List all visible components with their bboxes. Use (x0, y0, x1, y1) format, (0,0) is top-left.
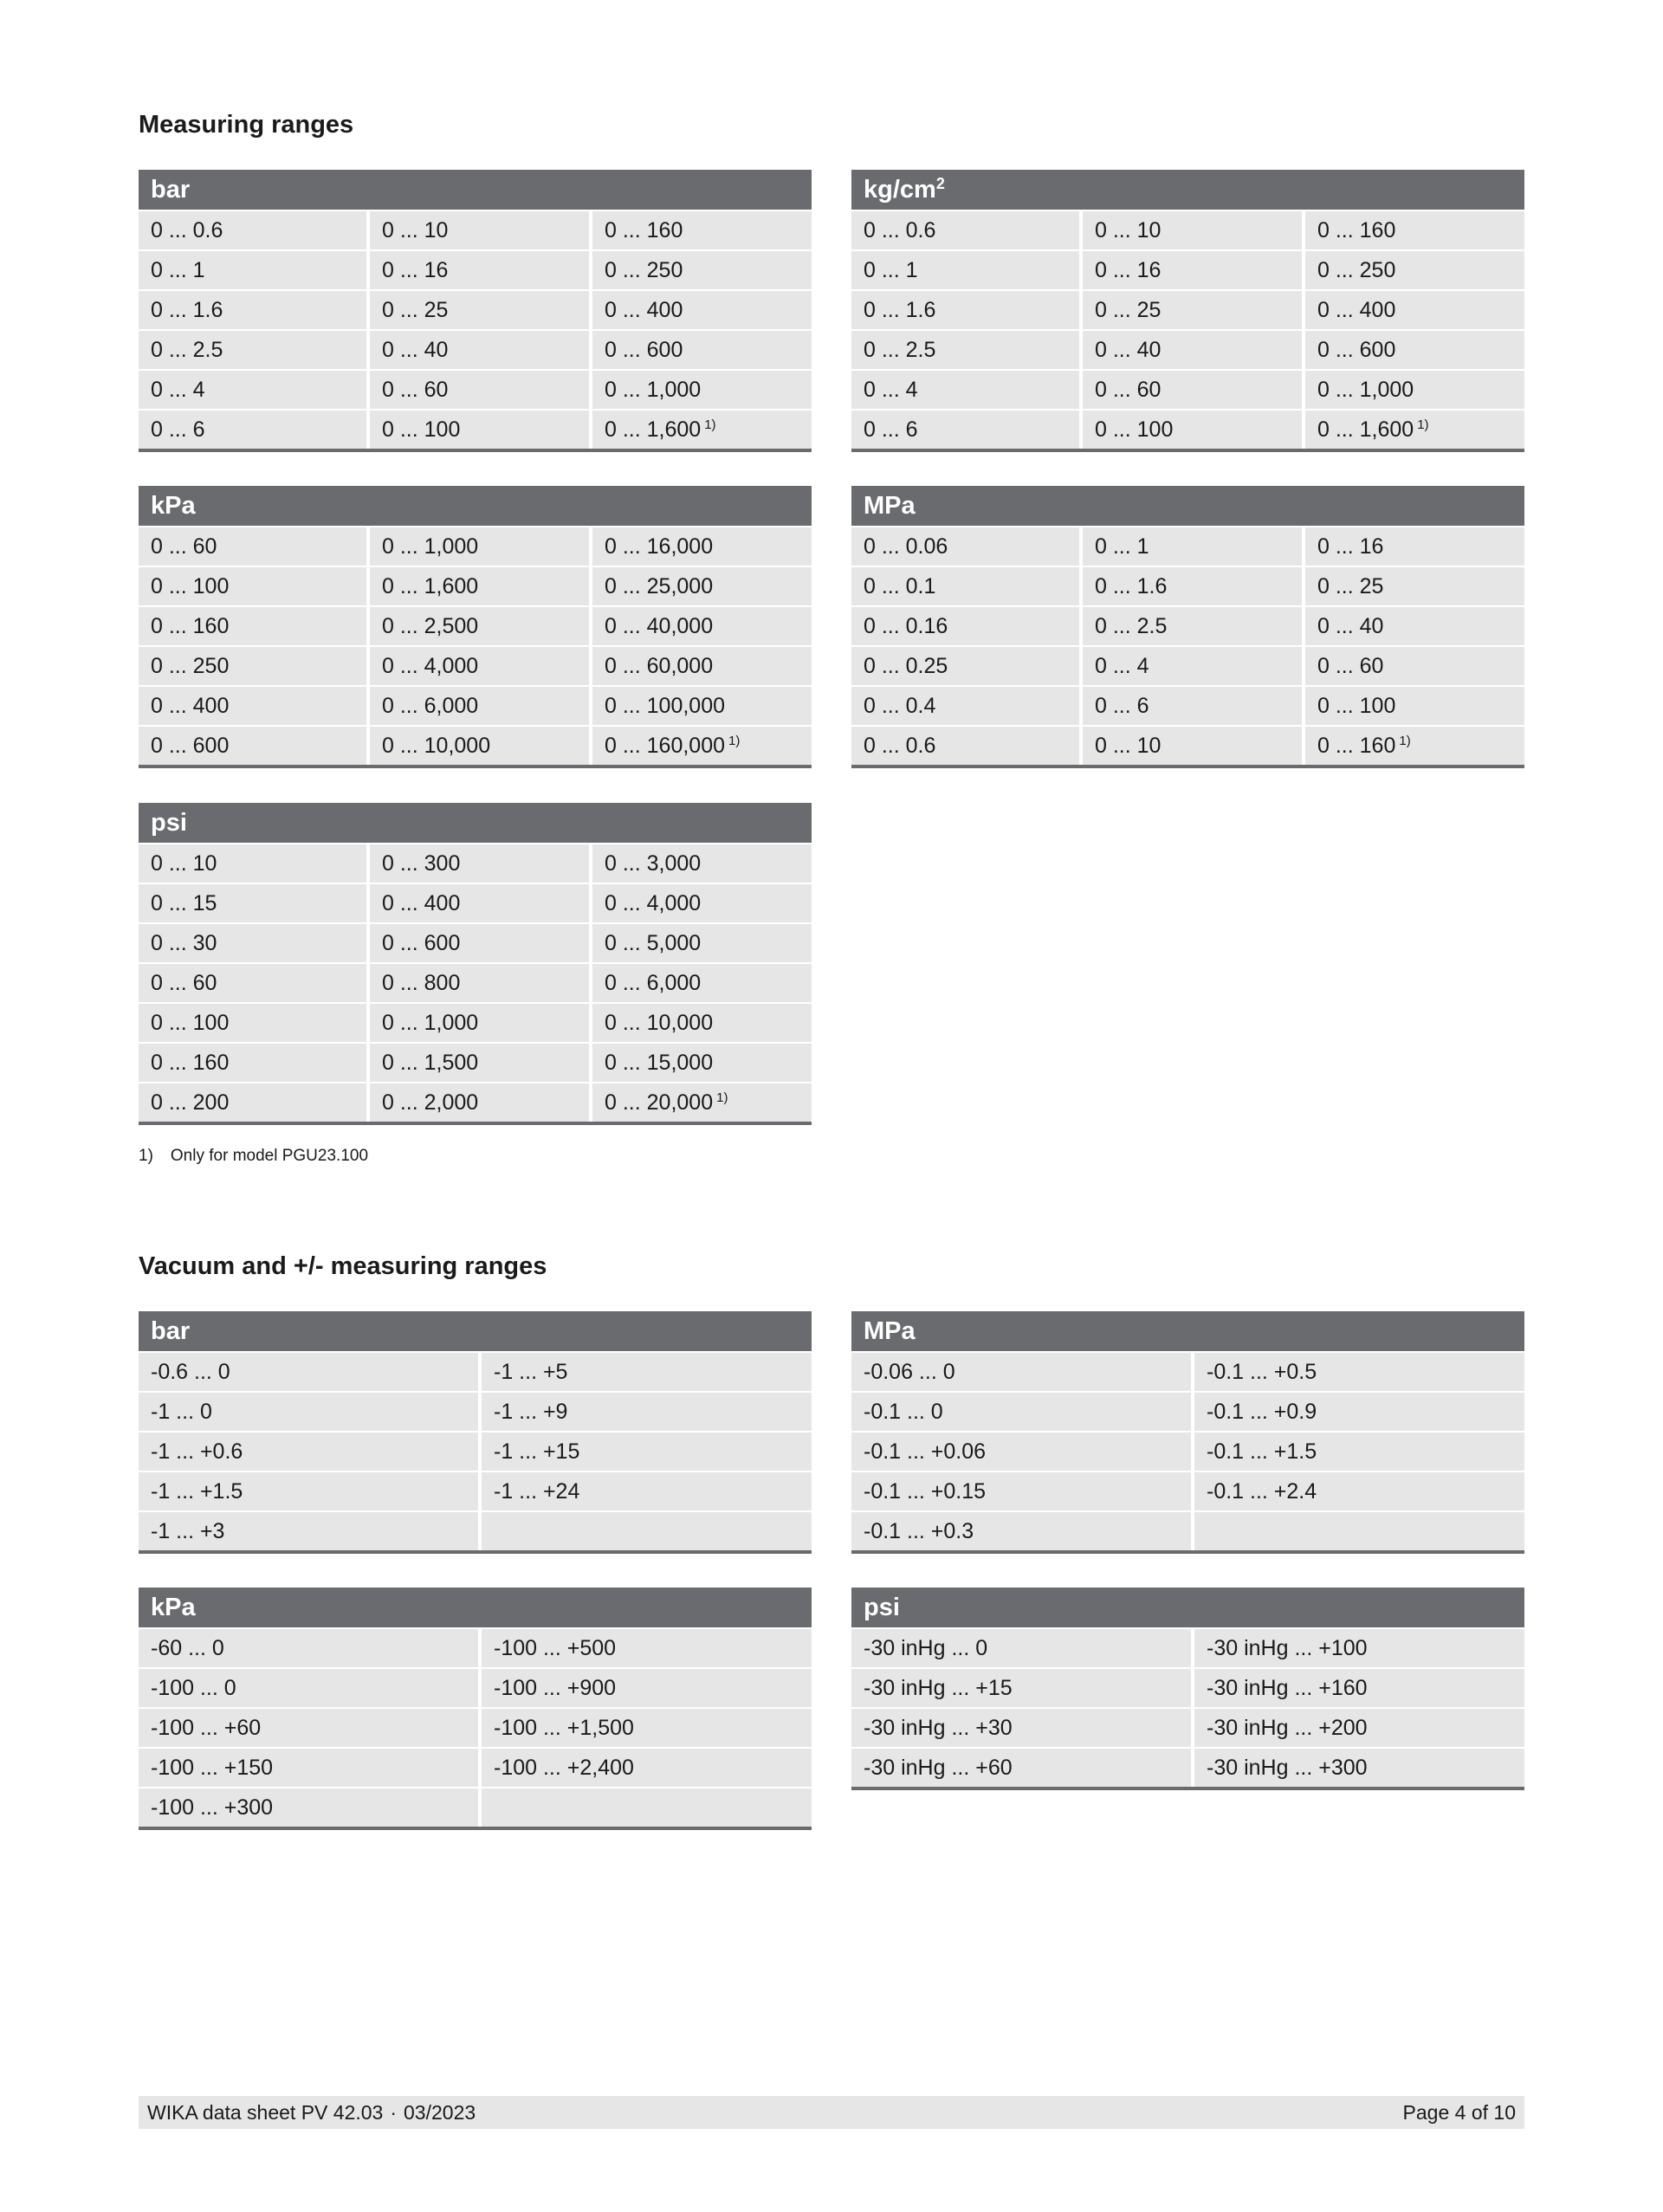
table-cell: 0 ... 0.6 (851, 727, 1079, 765)
table-row (139, 1512, 812, 1550)
table-row (139, 884, 812, 922)
table-cell: -30 inHg ... +100 (1194, 1629, 1524, 1667)
table-row (851, 331, 1524, 369)
table-cell: -1 ... +15 (482, 1433, 812, 1471)
table-cell: 0 ... 6 (139, 411, 366, 449)
table-cell: -100 ... +2,400 (482, 1749, 812, 1787)
table-header: bar (139, 1311, 812, 1351)
table-header: kPa (139, 486, 812, 526)
table-cell: 0 ... 160 (139, 607, 366, 645)
cell-value: 0 ... 1,600 (605, 417, 702, 442)
table-row (139, 1629, 812, 1667)
table-cell: 0 ... 0.25 (851, 647, 1079, 685)
table-cell (1194, 1512, 1524, 1550)
measuring-table-bar (139, 170, 812, 452)
table-cell: -100 ... +1,500 (482, 1709, 812, 1747)
table-cell: 0 ... 6,000 (592, 964, 812, 1002)
footer-date: 03/2023 (404, 2101, 476, 2124)
table-cell: 0 ... 400 (592, 291, 812, 329)
footnote-marker: 1) (1417, 417, 1429, 432)
table-row (851, 211, 1524, 249)
table-cell: 0 ... 600 (370, 924, 589, 962)
table-header: MPa (851, 1311, 1524, 1351)
table-cell (1305, 727, 1524, 765)
table-cell: -0.1 ... +1.5 (1194, 1433, 1524, 1471)
table-row (139, 1044, 812, 1082)
table-cell: 0 ... 40 (1083, 331, 1302, 369)
table-row (139, 964, 812, 1002)
table-header: psi (139, 803, 812, 843)
vacuum-table-psi (851, 1588, 1524, 1790)
table-row (851, 1433, 1524, 1471)
table-row (851, 411, 1524, 449)
table-cell: 0 ... 1,000 (1305, 371, 1524, 409)
table-row (851, 647, 1524, 685)
table-cell: -0.1 ... +0.06 (851, 1433, 1191, 1471)
table-row (139, 1669, 812, 1707)
table-cell: -60 ... 0 (139, 1629, 478, 1667)
table-row (851, 727, 1524, 765)
table-cell: 0 ... 1,000 (592, 371, 812, 409)
table-cell: 0 ... 400 (139, 687, 366, 725)
cell-value: 0 ... 160,000 (605, 734, 726, 758)
table-cell: 0 ... 10 (1083, 211, 1302, 249)
table-cell: -0.06 ... 0 (851, 1353, 1191, 1391)
table-cell: -0.6 ... 0 (139, 1353, 478, 1391)
table-header: kPa (139, 1588, 812, 1627)
table-row (851, 1749, 1524, 1787)
table-row (139, 1004, 812, 1042)
footnote-number: 1) (139, 1147, 153, 1165)
table-row (139, 291, 812, 329)
table-cell: 0 ... 16 (1305, 527, 1524, 566)
table-cell: 0 ... 250 (139, 647, 366, 685)
table-cell: 0 ... 1,000 (370, 1004, 589, 1042)
section-title-measuring-ranges: Measuring ranges (139, 111, 354, 139)
table-row (139, 211, 812, 249)
table-header: MPa (851, 486, 1524, 526)
table-cell: 0 ... 4 (851, 371, 1079, 409)
table-cell: 0 ... 100,000 (592, 687, 812, 725)
table-cell: 0 ... 60 (1305, 647, 1524, 685)
table-cell: 0 ... 25 (1083, 291, 1302, 329)
vacuum-table-kpa (139, 1588, 812, 1830)
table-cell: 0 ... 25 (370, 291, 589, 329)
table-cell: 0 ... 3,000 (592, 844, 812, 883)
table-row (851, 1512, 1524, 1550)
table-cell: 0 ... 1 (139, 251, 366, 289)
table-cell: -100 ... +900 (482, 1669, 812, 1707)
table-cell: 0 ... 400 (370, 884, 589, 922)
table-row (139, 1433, 812, 1471)
table-header: bar (139, 170, 812, 210)
table-cell (592, 727, 812, 765)
table-cell: -100 ... +500 (482, 1629, 812, 1667)
table-cell: 0 ... 1,500 (370, 1044, 589, 1082)
table-cell: 0 ... 1,000 (370, 527, 589, 566)
table-cell: 0 ... 100 (1305, 687, 1524, 725)
table-cell: 0 ... 300 (370, 844, 589, 883)
table-cell: 0 ... 60,000 (592, 647, 812, 685)
table-cell: 0 ... 60 (1083, 371, 1302, 409)
table-row (851, 1709, 1524, 1747)
table-cell: -1 ... +0.6 (139, 1433, 478, 1471)
table-cell: 0 ... 40,000 (592, 607, 812, 645)
table-cell: 0 ... 6,000 (370, 687, 589, 725)
table-cell: -100 ... 0 (139, 1669, 478, 1707)
table-cell: -30 inHg ... +200 (1194, 1709, 1524, 1747)
table-row (139, 727, 812, 765)
table-cell: 0 ... 1.6 (139, 291, 366, 329)
table-row (139, 411, 812, 449)
table-cell: 0 ... 0.16 (851, 607, 1079, 645)
table-cell: 0 ... 0.06 (851, 527, 1079, 566)
table-cell: -30 inHg ... +60 (851, 1749, 1191, 1787)
table-cell: 0 ... 40 (1305, 607, 1524, 645)
table-cell: 0 ... 6 (1083, 687, 1302, 725)
vacuum-table-mpa (851, 1311, 1524, 1554)
table-cell: 0 ... 6 (851, 411, 1079, 449)
table-row (139, 607, 812, 645)
table-row (139, 1393, 812, 1431)
table-cell: 0 ... 30 (139, 924, 366, 962)
table-cell: 0 ... 160 (592, 211, 812, 249)
table-cell: -0.1 ... 0 (851, 1393, 1191, 1431)
table-cell: 0 ... 15 (139, 884, 366, 922)
table-cell: -0.1 ... +2.4 (1194, 1472, 1524, 1510)
table-cell: -0.1 ... +0.5 (1194, 1353, 1524, 1391)
table-cell: -30 inHg ... +15 (851, 1669, 1191, 1707)
table-cell: -1 ... +9 (482, 1393, 812, 1431)
footnote-marker: 1) (728, 734, 741, 748)
table-cell (592, 411, 812, 449)
table-cell: 0 ... 5,000 (592, 924, 812, 962)
table-cell: 0 ... 10,000 (592, 1004, 812, 1042)
table-cell: 0 ... 10,000 (370, 727, 589, 765)
table-cell: -30 inHg ... +300 (1194, 1749, 1524, 1787)
table-row (139, 567, 812, 605)
table-cell: -30 inHg ... 0 (851, 1629, 1191, 1667)
table-cell: 0 ... 60 (370, 371, 589, 409)
table-row (851, 251, 1524, 289)
table-cell: 0 ... 10 (1083, 727, 1302, 765)
table-row (851, 687, 1524, 725)
table-cell: 0 ... 10 (139, 844, 366, 883)
table-cell: 0 ... 1.6 (1083, 567, 1302, 605)
table-cell: 0 ... 0.6 (139, 211, 366, 249)
table-cell (1305, 411, 1524, 449)
table-cell: 0 ... 15,000 (592, 1044, 812, 1082)
table-cell: 0 ... 25 (1305, 567, 1524, 605)
table-cell: 0 ... 160 (1305, 211, 1524, 249)
table-cell: 0 ... 10 (370, 211, 589, 249)
table-cell: 0 ... 1.6 (851, 291, 1079, 329)
table-row (139, 1472, 812, 1510)
footnote-marker: 1) (1399, 734, 1411, 748)
table-cell: -100 ... +60 (139, 1709, 478, 1747)
table-cell: 0 ... 2,500 (370, 607, 589, 645)
table-cell (592, 1083, 812, 1122)
table-row (139, 1709, 812, 1747)
table-row (139, 687, 812, 725)
table-cell: 0 ... 400 (1305, 291, 1524, 329)
table-cell: 0 ... 1 (851, 251, 1079, 289)
table-row (851, 1629, 1524, 1667)
table-row (139, 1083, 812, 1122)
table-cell (482, 1788, 812, 1827)
cell-value: 0 ... 20,000 (605, 1090, 714, 1115)
table-cell: -1 ... +24 (482, 1472, 812, 1510)
footnote-marker: 1) (716, 1090, 728, 1105)
footer-separator: · (390, 2101, 398, 2124)
table-header (851, 170, 1524, 210)
table-cell: 0 ... 4,000 (370, 647, 589, 685)
table-cell: 0 ... 1 (1083, 527, 1302, 566)
table-cell: 0 ... 16,000 (592, 527, 812, 566)
table-cell: 0 ... 16 (370, 251, 589, 289)
vacuum-table-bar (139, 1311, 812, 1554)
table-cell: 0 ... 600 (1305, 331, 1524, 369)
table-cell: 0 ... 100 (370, 411, 589, 449)
table-row (139, 1788, 812, 1827)
table-cell: 0 ... 0.6 (851, 211, 1079, 249)
footnote (139, 1147, 368, 1166)
table-row (139, 1749, 812, 1787)
measuring-table-mpa (851, 486, 1524, 768)
footer-doc-title: WIKA data sheet PV 42.03 (147, 2101, 384, 2124)
table-cell: 0 ... 100 (1083, 411, 1302, 449)
table-cell: -0.1 ... +0.9 (1194, 1393, 1524, 1431)
table-cell: 0 ... 600 (139, 727, 366, 765)
table-row (139, 527, 812, 566)
table-cell: 0 ... 100 (139, 567, 366, 605)
table-row (851, 1472, 1524, 1510)
table-cell: 0 ... 1,600 (370, 567, 589, 605)
table-row (851, 371, 1524, 409)
table-cell: -30 inHg ... +160 (1194, 1669, 1524, 1707)
table-row (851, 1669, 1524, 1707)
table-row (139, 251, 812, 289)
table-cell: -0.1 ... +0.15 (851, 1472, 1191, 1510)
table-row (851, 1353, 1524, 1391)
table-row (139, 844, 812, 883)
table-cell: 0 ... 800 (370, 964, 589, 1002)
table-header: psi (851, 1588, 1524, 1627)
footnote-marker: 1) (704, 417, 716, 432)
section-title-vacuum-ranges: Vacuum and +/- measuring ranges (139, 1252, 547, 1280)
table-cell: 0 ... 25,000 (592, 567, 812, 605)
table-row (139, 371, 812, 409)
table-row (139, 331, 812, 369)
table-cell: 0 ... 2,000 (370, 1083, 589, 1122)
unit-superscript: 2 (935, 175, 945, 192)
unit-label: kg/cm (864, 176, 936, 204)
table-row (139, 1353, 812, 1391)
page-footer (139, 2096, 1524, 2129)
table-row (139, 647, 812, 685)
table-cell: 0 ... 600 (592, 331, 812, 369)
table-cell: -0.1 ... +0.3 (851, 1512, 1191, 1550)
measuring-table-psi (139, 803, 812, 1125)
table-cell: 0 ... 2.5 (1083, 607, 1302, 645)
table-cell: -1 ... +5 (482, 1353, 812, 1391)
footnote-text: Only for model PGU23.100 (170, 1147, 369, 1165)
cell-value: 0 ... 1,600 (1317, 417, 1414, 442)
footer-doc-info (147, 2096, 476, 2129)
cell-value: 0 ... 160 (1317, 734, 1396, 758)
table-row (139, 924, 812, 962)
footer-page-number: Page 4 of 10 (1402, 2101, 1516, 2124)
table-row (851, 607, 1524, 645)
table-cell: -100 ... +150 (139, 1749, 478, 1787)
table-cell: 0 ... 2.5 (139, 331, 366, 369)
table-cell (482, 1512, 812, 1550)
table-cell: 0 ... 160 (139, 1044, 366, 1082)
table-cell: 0 ... 100 (139, 1004, 366, 1042)
table-cell: 0 ... 60 (139, 527, 366, 566)
measuring-table-kgcm2 (851, 170, 1524, 452)
measuring-table-kpa (139, 486, 812, 768)
table-cell: 0 ... 16 (1083, 251, 1302, 289)
table-cell: -1 ... 0 (139, 1393, 478, 1431)
table-row (851, 527, 1524, 566)
table-cell: 0 ... 4 (139, 371, 366, 409)
table-cell: 0 ... 0.1 (851, 567, 1079, 605)
table-cell: -100 ... +300 (139, 1788, 478, 1827)
table-row (851, 291, 1524, 329)
table-row (851, 1393, 1524, 1431)
table-cell: 0 ... 40 (370, 331, 589, 369)
table-cell: 0 ... 250 (1305, 251, 1524, 289)
table-cell: -30 inHg ... +30 (851, 1709, 1191, 1747)
table-cell: 0 ... 4,000 (592, 884, 812, 922)
table-cell: -1 ... +1.5 (139, 1472, 478, 1510)
table-cell: 0 ... 2.5 (851, 331, 1079, 369)
table-cell: 0 ... 0.4 (851, 687, 1079, 725)
table-cell: 0 ... 60 (139, 964, 366, 1002)
table-cell: 0 ... 200 (139, 1083, 366, 1122)
table-cell: -1 ... +3 (139, 1512, 478, 1550)
table-cell: 0 ... 250 (592, 251, 812, 289)
table-cell: 0 ... 4 (1083, 647, 1302, 685)
table-row (851, 567, 1524, 605)
